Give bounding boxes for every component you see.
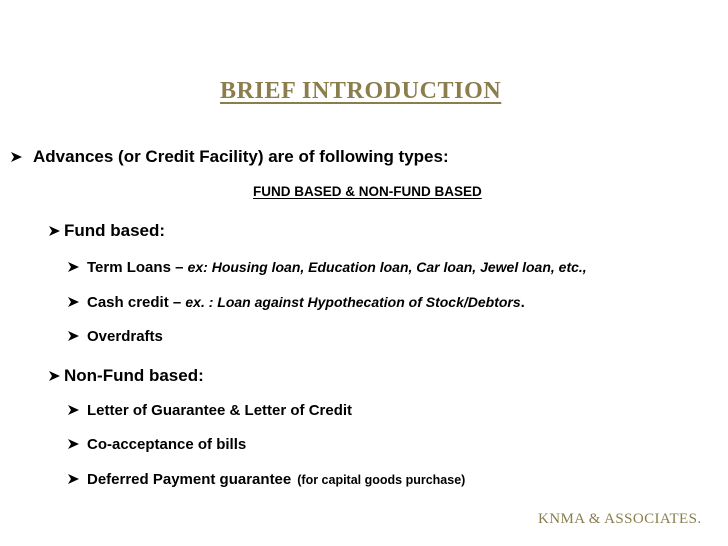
item-example: ex. : Loan against Hypothecation of Stock/Debtors — [185, 294, 521, 310]
item-label: Deferred Payment guarantee — [87, 471, 292, 488]
arrow-bullet-icon — [67, 261, 80, 273]
arrow-bullet-icon — [48, 370, 61, 382]
list-item-overdrafts — [67, 328, 163, 345]
list-item-term-loans — [67, 259, 587, 276]
list-item-lg-lc — [67, 402, 352, 419]
item-end-punctuation: . — [520, 294, 525, 311]
item-label: Co-acceptance of bills — [87, 436, 247, 453]
list-item-cash-credit — [67, 294, 525, 311]
fund-based-heading-text: Fund based: — [64, 221, 166, 240]
list-item-co-acceptance — [67, 436, 246, 453]
slide-title: BRIEF INTRODUCTION — [220, 78, 502, 104]
list-item-deferred-payment — [67, 471, 465, 488]
arrow-bullet-icon — [67, 296, 80, 308]
arrow-bullet-icon — [67, 438, 80, 450]
arrow-bullet-icon — [67, 473, 80, 485]
arrow-bullet-icon — [48, 225, 61, 237]
item-label: Cash credit — [87, 294, 169, 311]
item-note: (for capital goods purchase) — [297, 473, 466, 487]
arrow-bullet-icon — [67, 404, 80, 416]
item-separator: – — [168, 294, 186, 311]
item-label: Term Loans — [87, 259, 171, 276]
intro-text: Advances (or Credit Facility) are of following types: — [33, 147, 449, 166]
fund-based-heading — [48, 221, 165, 241]
footer-firm-name: KNMA & ASSOCIATES. — [538, 511, 702, 527]
intro-bullet-line — [10, 147, 449, 167]
non-fund-based-heading — [48, 366, 204, 386]
arrow-bullet-icon — [67, 330, 80, 342]
non-fund-based-heading-text: Non-Fund based: — [64, 366, 204, 385]
types-subheading: FUND BASED & NON-FUND BASED — [253, 184, 482, 199]
item-separator: – — [170, 259, 188, 276]
arrow-bullet-icon — [10, 151, 23, 163]
item-example: ex: Housing loan, Education loan, Car loan, Jewel loan, etc., — [187, 259, 587, 275]
item-label: Letter of Guarantee & Letter of Credit — [87, 402, 353, 419]
item-label: Overdrafts — [87, 328, 163, 345]
